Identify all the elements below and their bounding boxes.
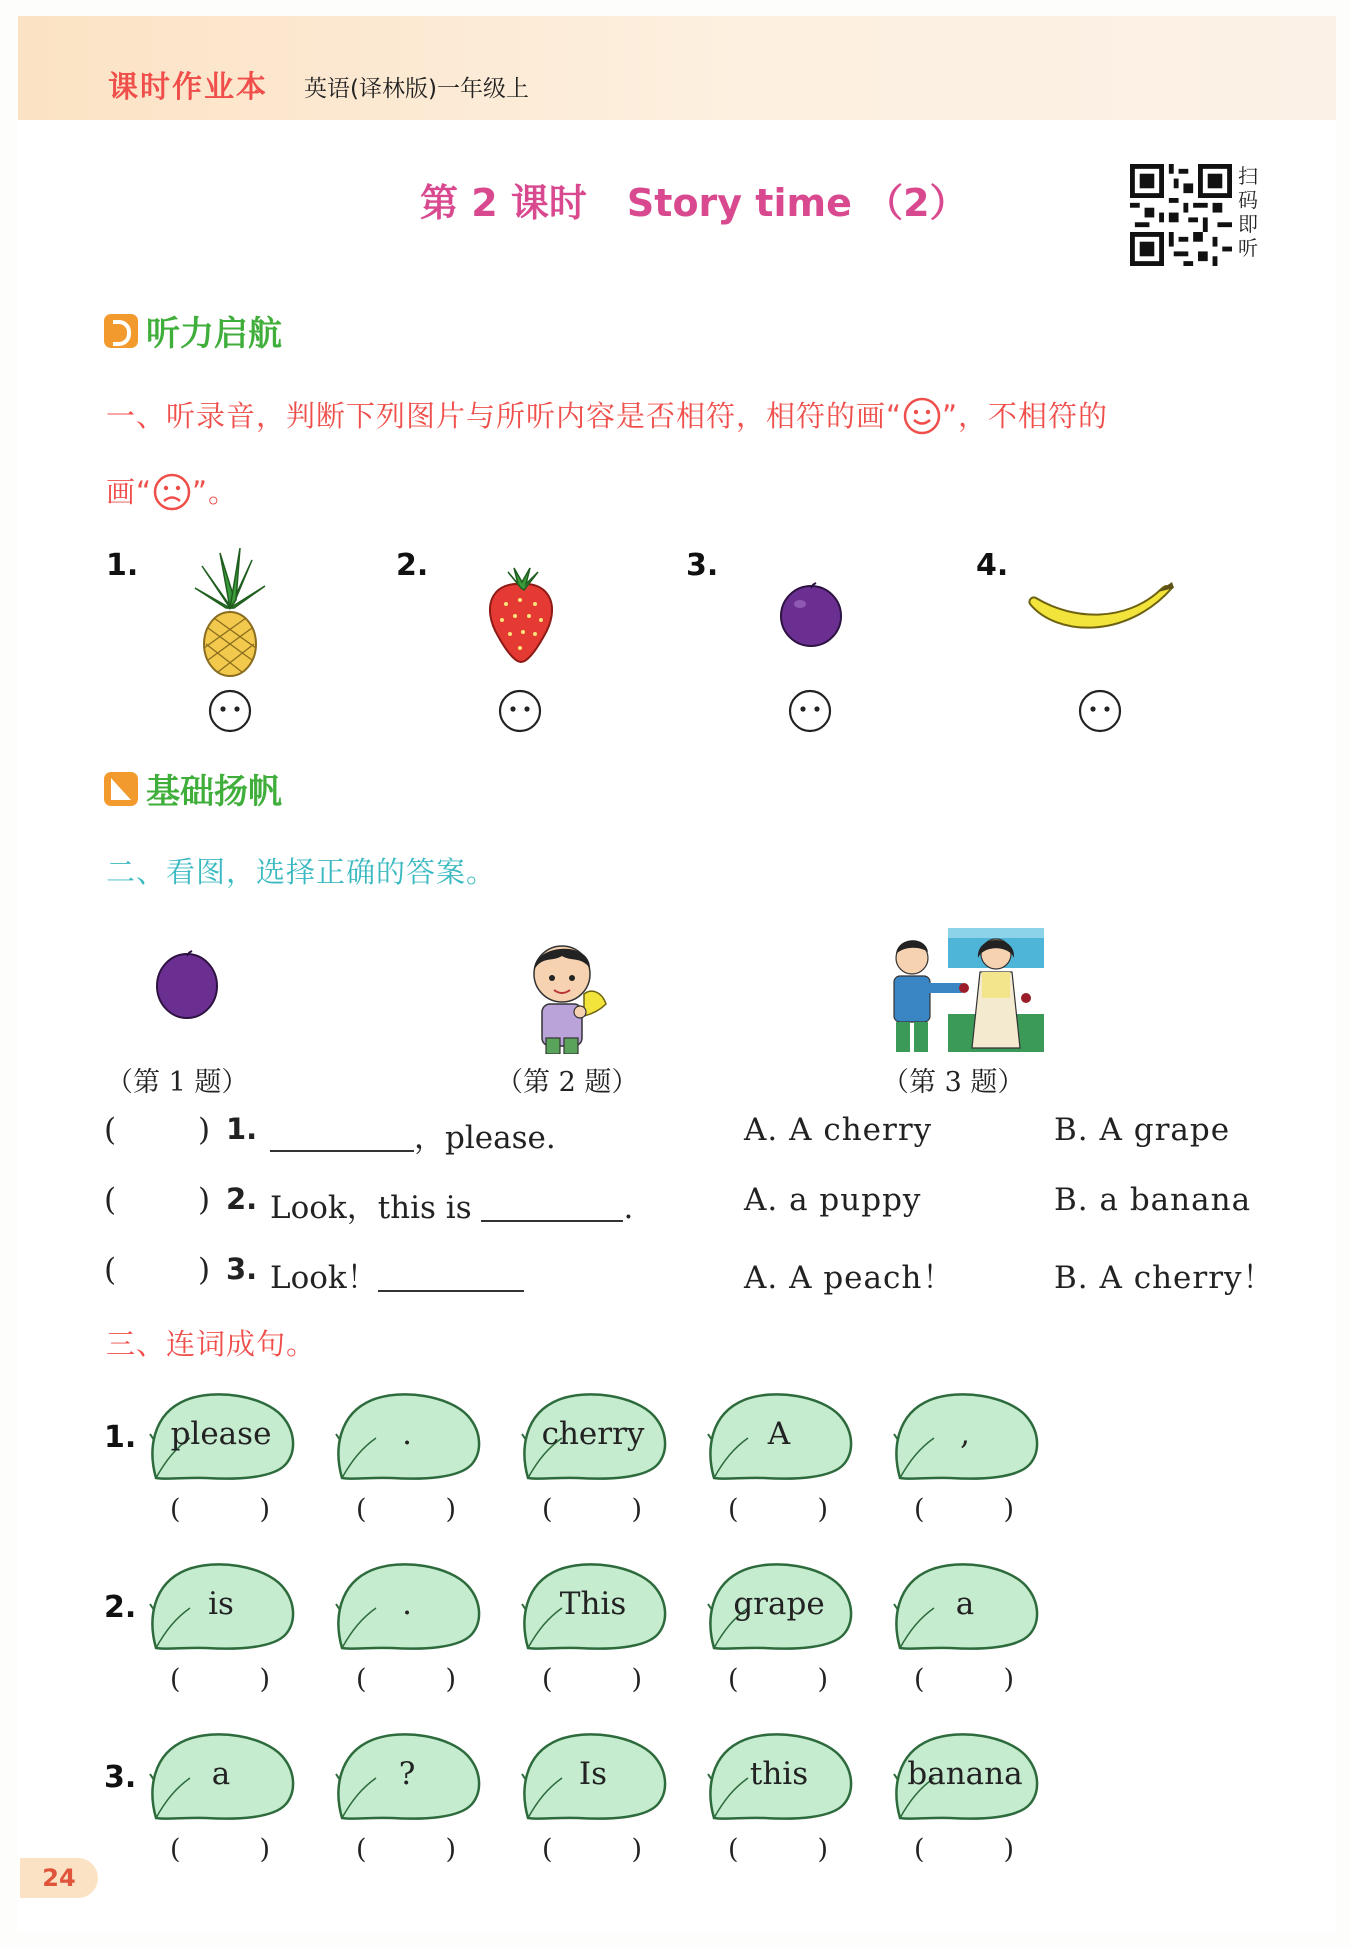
leaf-word: a (955, 1586, 975, 1622)
order-answer-box[interactable] (170, 1834, 270, 1865)
word-leaf (332, 1730, 482, 1826)
q2-row-1-num: 1. (226, 1112, 258, 1146)
banana-icon (1026, 578, 1176, 648)
leaf-word: This (559, 1586, 627, 1622)
q3-instruction: 三、连词成句。 (106, 1327, 317, 1361)
q2-caption-1: （第 1 题） (106, 1067, 249, 1098)
leaf-word: banana (907, 1756, 1023, 1792)
paren-close: ) (445, 1494, 456, 1525)
paren-open: ( (728, 1494, 739, 1525)
q1-item-4-num: 4. (976, 548, 1009, 583)
word-leaf (332, 1560, 482, 1656)
q2-row-2 (104, 1182, 1304, 1226)
word-leaf (704, 1390, 854, 1486)
word-leaf (332, 1390, 482, 1486)
word-leaf (518, 1390, 668, 1486)
word-leaf (146, 1560, 296, 1656)
q1-instruction (106, 394, 1108, 436)
q2-row-2-stem (270, 1182, 633, 1227)
section-listen (104, 306, 282, 355)
option-a: A. a puppy (744, 1182, 922, 1218)
listen-icon (104, 314, 138, 348)
order-answer-box[interactable] (356, 1494, 456, 1525)
q2-instruction: 二、看图，选择正确的答案。 (106, 855, 497, 889)
order-answer-box[interactable] (170, 1664, 270, 1695)
strawberry-icon (480, 564, 562, 664)
paren-open: ( (542, 1494, 553, 1525)
qr-code-icon[interactable] (1130, 164, 1232, 266)
paren-open: ( (356, 1664, 367, 1695)
section-base-title: 基础扬帆 (146, 772, 282, 812)
q1-item-3-num: 3. (686, 548, 719, 583)
paren-open: ( (542, 1834, 553, 1865)
word-leaf (704, 1730, 854, 1826)
order-answer-box[interactable] (728, 1834, 828, 1865)
q2-row-1 (104, 1112, 1304, 1156)
paren-close: ) (631, 1834, 642, 1865)
option-a: A. A peach！ (744, 1260, 955, 1296)
leaf-word: ? (398, 1756, 416, 1792)
q1-item-3-face-icon[interactable] (787, 688, 833, 734)
word-leaf (518, 1730, 668, 1826)
order-answer-box[interactable] (914, 1834, 1014, 1865)
leaf-word: Is (578, 1756, 608, 1792)
order-answer-box[interactable] (728, 1494, 828, 1525)
fill-blank[interactable] (378, 1256, 524, 1292)
stem-before: Look，this is (270, 1190, 482, 1226)
answer-paren-close: ) (198, 1252, 211, 1288)
order-answer-box[interactable] (542, 1834, 642, 1865)
section-listen-title: 听力启航 (146, 314, 282, 354)
paren-open: ( (542, 1664, 553, 1695)
q3-row-1-num: 1. (104, 1420, 137, 1455)
paren-close: ) (817, 1664, 828, 1695)
order-answer-box[interactable] (356, 1834, 456, 1865)
fill-blank[interactable] (481, 1186, 623, 1222)
order-answer-box[interactable] (170, 1494, 270, 1525)
answer-paren-close: ) (198, 1112, 211, 1148)
paren-close: ) (1003, 1664, 1014, 1695)
word-leaf (146, 1730, 296, 1826)
leaf-word: , (960, 1416, 970, 1452)
q1-instruction-cont (106, 470, 238, 512)
word-leaf (890, 1730, 1040, 1826)
leaf-word: cherry (541, 1416, 645, 1452)
q1-text-b: ”，不相符的 (942, 399, 1109, 433)
header-brand: 课时作业本 (108, 70, 268, 105)
sail-icon (104, 772, 138, 806)
lesson-name: Story time （2） (626, 181, 968, 225)
boy-with-banana-icon (522, 934, 614, 1054)
stem-after: ，please. (414, 1120, 556, 1156)
paren-close: ) (631, 1494, 642, 1525)
leaf-word: a (211, 1756, 231, 1792)
lesson-title (420, 172, 1008, 227)
word-leaf (146, 1390, 296, 1486)
paren-close: ) (817, 1834, 828, 1865)
paren-open: ( (170, 1494, 181, 1525)
word-leaf (704, 1560, 854, 1656)
answer-paren-open[interactable]: ( (104, 1112, 117, 1148)
q2-row-1-stem (270, 1112, 556, 1157)
grape-picture-icon (154, 950, 220, 1020)
section-base (104, 764, 282, 813)
order-answer-box[interactable] (356, 1664, 456, 1695)
q1-item-2-face-icon[interactable] (497, 688, 543, 734)
q2-row-3-num: 3. (226, 1252, 258, 1286)
q2-caption-2: （第 2 题） (496, 1067, 639, 1098)
q2-row-2-num: 2. (226, 1182, 258, 1216)
q3-row-3-num: 3. (104, 1760, 137, 1795)
paren-close: ) (259, 1664, 270, 1695)
q2-row-3 (104, 1252, 1304, 1296)
order-answer-box[interactable] (542, 1664, 642, 1695)
q3-row-2-num: 2. (104, 1590, 137, 1625)
leaf-word: . (402, 1586, 412, 1622)
paren-close: ) (817, 1494, 828, 1525)
word-leaf (890, 1560, 1040, 1656)
answer-paren-open[interactable]: ( (104, 1252, 117, 1288)
option-b: B. A grape (1054, 1112, 1231, 1148)
header-subject: 英语(译林版)一年级上 (304, 76, 529, 102)
q2-caption-3: （第 3 题） (882, 1067, 1025, 1098)
q1-item-1-num: 1. (106, 548, 139, 583)
stem-before: Look！ (270, 1260, 378, 1296)
paren-open: ( (356, 1834, 367, 1865)
sad-face-icon (152, 472, 192, 512)
paren-open: ( (728, 1834, 739, 1865)
paren-close: ) (259, 1834, 270, 1865)
order-answer-box[interactable] (914, 1664, 1014, 1695)
option-b: B. A cherry！ (1054, 1260, 1275, 1296)
paren-open: ( (728, 1664, 739, 1695)
order-answer-box[interactable] (728, 1664, 828, 1695)
option-b: B. a banana (1054, 1182, 1252, 1218)
leaf-word: this (749, 1756, 809, 1792)
lesson-number: 第 2 课时 (420, 181, 587, 225)
order-answer-box[interactable] (542, 1494, 642, 1525)
option-a: A. A cherry (744, 1112, 933, 1148)
qr-label: 扫码即听 (1238, 164, 1258, 260)
q1-text-c: 画“ (106, 475, 153, 509)
page-number: 24 (20, 1858, 98, 1898)
paren-close: ) (445, 1664, 456, 1695)
smile-face-icon (902, 396, 942, 436)
leaf-word: is (208, 1586, 234, 1622)
paren-open: ( (356, 1494, 367, 1525)
leaf-word: . (402, 1416, 412, 1452)
leaf-word: please (170, 1416, 272, 1452)
paren-close: ) (631, 1664, 642, 1695)
q1-text-d: ”。 (192, 475, 239, 509)
boy-and-mother-icon (884, 928, 1044, 1052)
word-leaf (518, 1560, 668, 1656)
leaf-word: grape (733, 1586, 825, 1622)
pineapple-icon (190, 548, 270, 678)
word-leaf (890, 1390, 1040, 1486)
paren-close: ) (1003, 1494, 1014, 1525)
paren-close: ) (1003, 1834, 1014, 1865)
grape-icon (778, 580, 844, 650)
q1-text-a: 一、听录音，判断下列图片与所听内容是否相符，相符的画“ (106, 399, 903, 433)
q1-item-2-num: 2. (396, 548, 429, 583)
paren-open: ( (170, 1664, 181, 1695)
paren-open: ( (170, 1834, 181, 1865)
paren-open: ( (914, 1834, 925, 1865)
paren-open: ( (914, 1494, 925, 1525)
q2-row-3-stem (270, 1252, 524, 1297)
leaf-word: A (767, 1416, 791, 1452)
order-answer-box[interactable] (914, 1494, 1014, 1525)
stem-after: . (623, 1190, 634, 1226)
answer-paren-open[interactable]: ( (104, 1182, 117, 1218)
fill-blank[interactable] (270, 1116, 414, 1152)
answer-paren-close: ) (198, 1182, 211, 1218)
paren-close: ) (259, 1494, 270, 1525)
q1-item-4-face-icon[interactable] (1077, 688, 1123, 734)
paren-close: ) (445, 1834, 456, 1865)
paren-open: ( (914, 1664, 925, 1695)
q1-item-1-face-icon[interactable] (207, 688, 253, 734)
